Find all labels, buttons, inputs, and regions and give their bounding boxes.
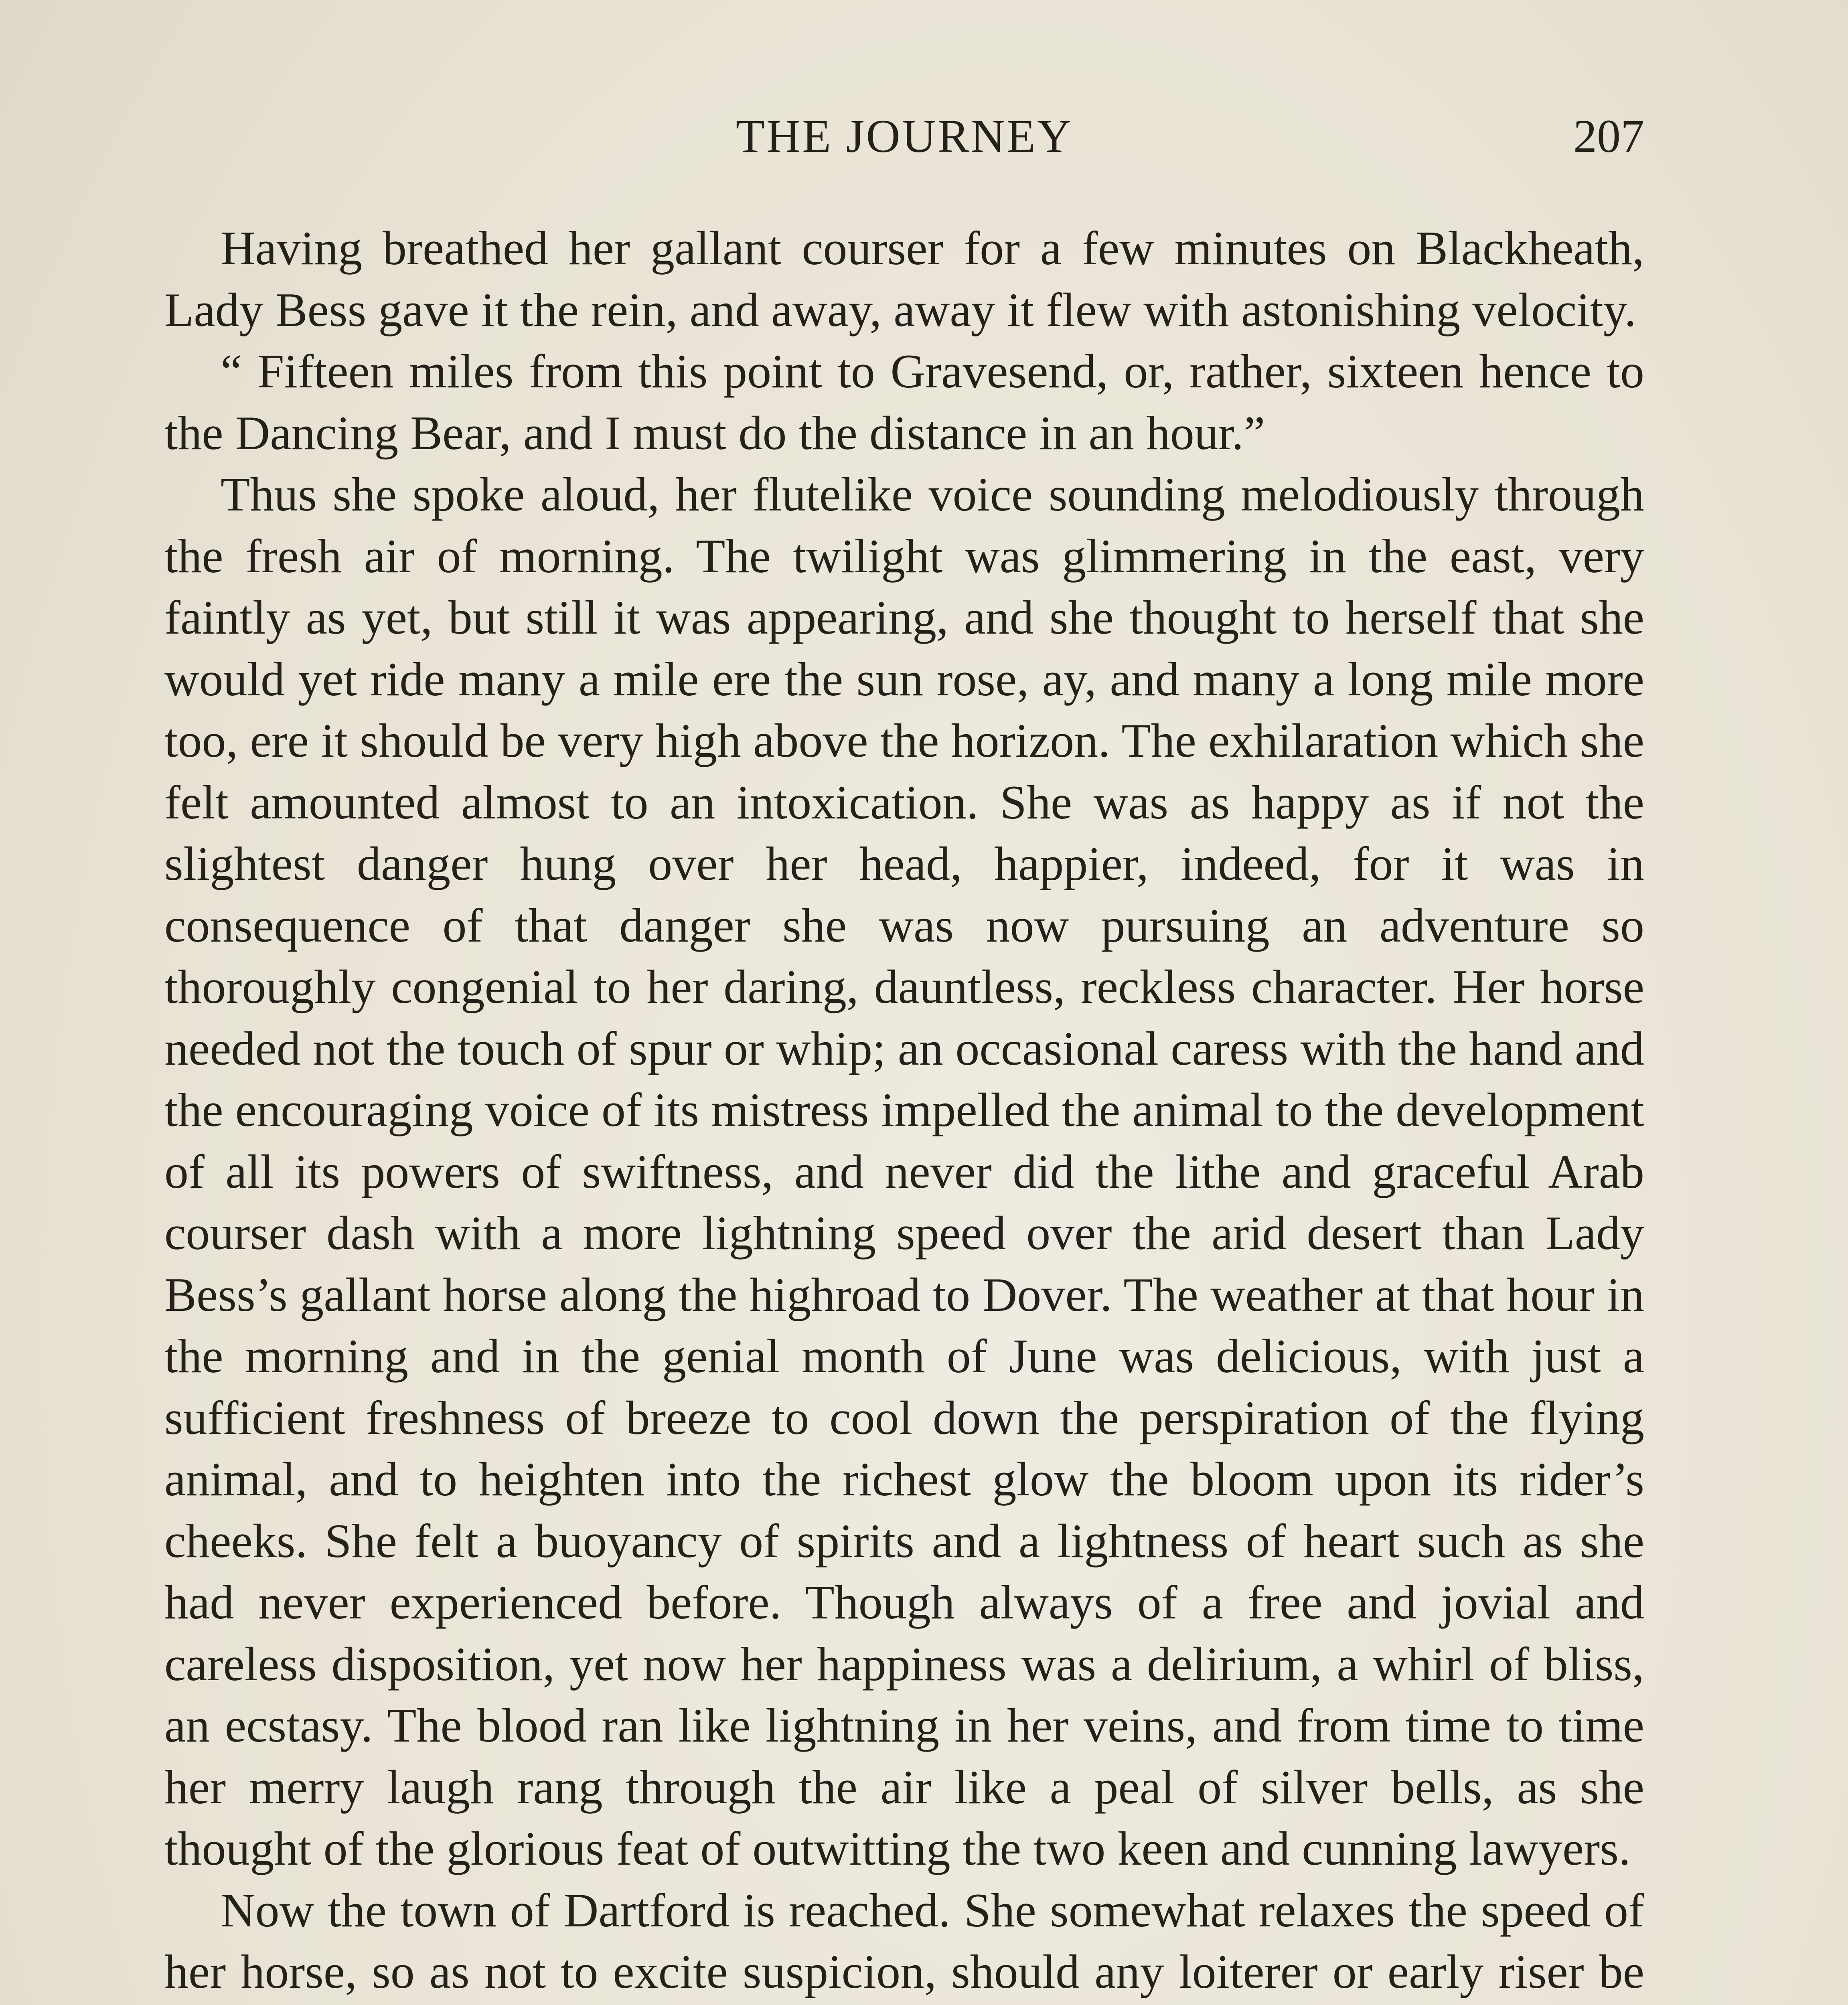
chapter-title: THE JOURNEY [736, 110, 1073, 162]
running-head [164, 100, 1644, 172]
page-number: 207 [1573, 110, 1644, 162]
paragraph: Having breathed her gallant courser for a few minutes on Blackheath, Lady Bess gave it the rein, and away, away it flew with astonishing velocity. [164, 221, 1644, 336]
body-text [164, 217, 1644, 2005]
paragraph: “ Fifteen miles from this point to Gravesend, or, rather, sixteen hence to the Dancing Bear, and I must do the distance in an hour.” [164, 344, 1644, 460]
paragraph: Thus she spoke aloud, her flutelike voice sounding melodiously through the fresh air of morning. The twilight was glimmering in the east, very faintly as yet, but still it was appearing, and she thought to herself that she would yet ride many a mile ere the sun rose, ay, and many a long mile more too, ere it should be very high above the horizon. The exhilaration which she felt amounted almost to an intoxication. She was as happy as if not the slightest danger hung over her head, happier, indeed, for it was in consequence of that danger she was now pursuing an adventure so thoroughly congenial to her daring, dauntless, reckless character. Her horse needed not the touch of spur or whip; an occasional caress with the hand and the encouraging voice of its mistress impelled the animal to the development of all its powers of swiftness, and never did the lithe and graceful Arab courser dash with a more lightning speed over the arid desert than Lady Bess’s gallant horse along the highroad to Dover. The weather at that hour in the morning and in the genial month of June was delicious, with just a sufficient freshness of breeze to cool down the perspiration of the flying animal, and to heighten into the richest glow the bloom upon its rider’s cheeks. She felt a buoyancy of spirits and a lightness of heart such as she had never experienced before. Though always of a free and jovial and careless disposition, yet now her happiness was a delirium, a whirl of bliss, an ecstasy. The blood ran like lightning in her veins, and from time to time her merry laugh rang through the air like a peal of silver bells, as she thought of the glorious feat of outwitting the two keen and cunning lawyers. [164, 468, 1644, 1875]
paragraph: Now the town of Dartford is reached. She somewhat relaxes the speed of her horse, so as not to excite suspicion, should any loiterer or early riser be [164, 1883, 1644, 1998]
